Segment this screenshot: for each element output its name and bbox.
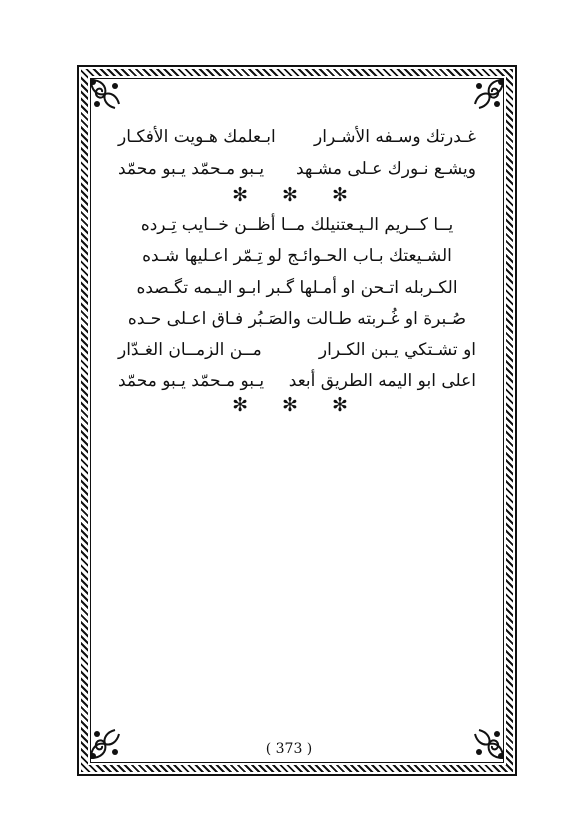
hemistich-right: اعلى ابو اليمه الطريق أبعد [288,371,476,391]
poem-line [118,241,476,271]
hemistich-right: ويشـع نـورك عـلى مشـهد [296,159,476,179]
star-separator: ✻ ✻ ✻ [232,394,362,416]
hemistich-right: او تشـتكي يـبن الكـرار [318,340,476,360]
poem-line [118,273,476,303]
verse-text: الشـيعتك بـاب الحـوائـج لو تِـمّر اعـليها شـده [142,246,452,266]
star-separator: ✻ ✻ ✻ [232,184,362,206]
hemistich-left: ابـعلمك هـويت الأفكـار [118,127,276,147]
hemistich-left: مــن الزمــان الغـدّار [118,340,262,360]
verse-text: صُـبرة او غُـربته طـالت والصَـبُر فـاق اعـلى حـده [127,309,467,329]
poem-line [118,304,476,334]
verse-text: الكـربله اتـحن او أمـلها گـبر ابـو اليـمه تگـصده [136,278,458,298]
floral-corner-icon [471,76,507,112]
page-number: ( 373 ) [265,741,313,757]
poem-line [118,122,476,152]
hemistich-left: يـبو مـحمّد يـبو محمّد [118,371,265,391]
hemistich-left: يـبو مـحمّد يـبو محمّد [118,159,265,179]
poem-line [118,210,476,240]
verse-text: يــا كــريم الـيـعتنيلك مــا أظــن خــايب تِـرده [140,215,454,235]
poem-line [118,335,476,365]
poem-line [118,154,476,184]
hemistich-right: غـدرتك وسـفه الأشـرار [314,127,476,147]
poem-line [118,366,476,396]
floral-corner-icon [87,76,123,112]
